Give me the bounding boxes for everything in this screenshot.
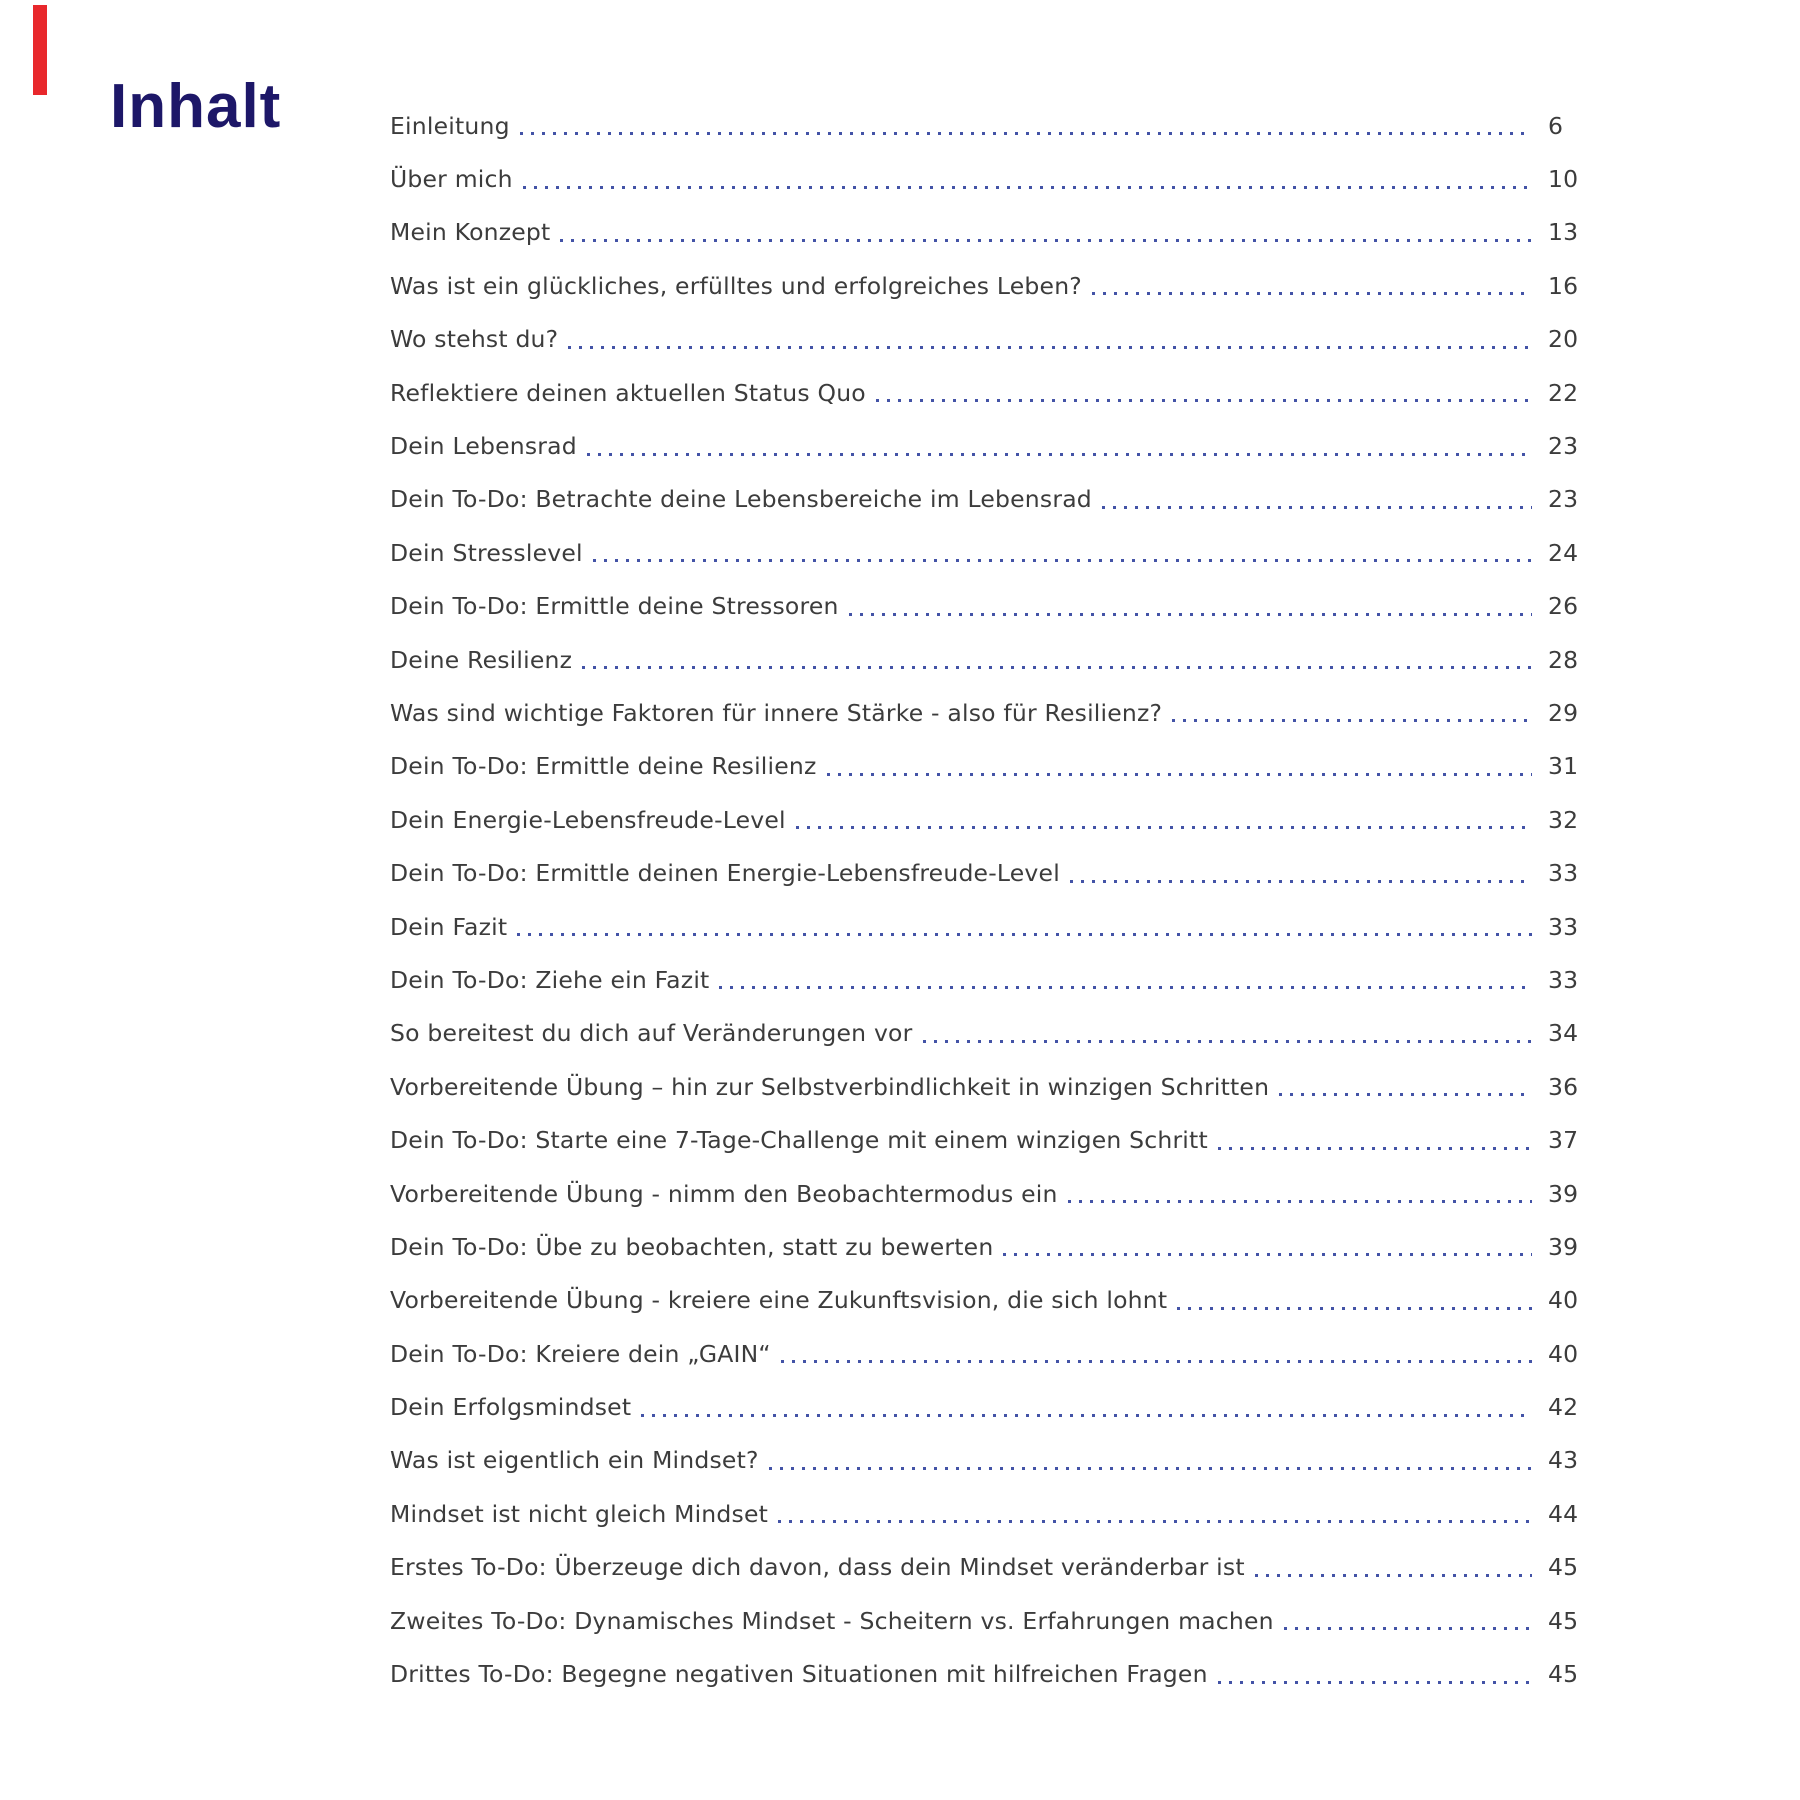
dotted-leader	[923, 1040, 1533, 1043]
toc-entry[interactable]	[390, 1380, 1612, 1433]
toc-entry-label[interactable]: Vorbereitende Übung - kreiere eine Zukunftsvision, die sich lohnt	[390, 1286, 1168, 1315]
toc-entry[interactable]	[390, 633, 1612, 686]
dotted-leader	[1255, 1574, 1532, 1577]
dotted-leader	[849, 613, 1532, 616]
toc-entry[interactable]	[390, 152, 1612, 205]
toc-entry-page: 32	[1548, 805, 1579, 834]
toc-entry-page: 31	[1548, 752, 1579, 781]
dotted-leader	[523, 186, 1532, 189]
toc-entry-page: 23	[1548, 485, 1579, 514]
toc-list	[390, 99, 1612, 1701]
toc-entry-label[interactable]: Was ist ein glückliches, erfülltes und erfolgreiches Leben?	[390, 271, 1082, 300]
toc-entry-label[interactable]: Dein To-Do: Ermittle deinen Energie-Lebensfreude-Level	[390, 859, 1060, 888]
dotted-leader	[1279, 1093, 1532, 1096]
dotted-leader	[1218, 1681, 1532, 1684]
toc-entry-page: 39	[1548, 1232, 1579, 1261]
toc-entry-label[interactable]: Vorbereitende Übung – hin zur Selbstverbindlichkeit in winzigen Schritten	[390, 1072, 1270, 1101]
toc-entry-label[interactable]: Mindset ist nicht gleich Mindset	[390, 1499, 769, 1528]
toc-entry[interactable]	[390, 1060, 1612, 1113]
toc-entry[interactable]	[390, 1167, 1612, 1220]
toc-entry-label[interactable]: Dein To-Do: Übe zu beobachten, statt zu bewerten	[390, 1232, 994, 1261]
toc-entry-label[interactable]: Erstes To-Do: Überzeuge dich davon, dass dein Mindset veränderbar ist	[390, 1553, 1245, 1582]
toc-entry[interactable]	[390, 1274, 1612, 1327]
toc-entry-page: 39	[1548, 1179, 1579, 1208]
toc-entry[interactable]	[390, 99, 1612, 152]
toc-entry-page: 13	[1548, 218, 1579, 247]
toc-entry-page: 34	[1548, 1019, 1579, 1048]
toc-entry-label[interactable]: Einleitung	[390, 111, 510, 140]
toc-entry-page: 43	[1548, 1446, 1579, 1475]
toc-entry-page: 10	[1548, 165, 1579, 194]
dotted-leader	[641, 1414, 1532, 1417]
dotted-leader	[1102, 506, 1532, 509]
toc-entry[interactable]	[390, 686, 1612, 739]
toc-entry[interactable]	[390, 1113, 1612, 1166]
toc-entry-label[interactable]: Dein Energie-Lebensfreude-Level	[390, 805, 786, 834]
toc-entry-label[interactable]: Dein To-Do: Ermittle deine Resilienz	[390, 752, 817, 781]
toc-entry-label[interactable]: Reflektiere deinen aktuellen Status Quo	[390, 378, 866, 407]
toc-entry-page: 26	[1548, 592, 1579, 621]
toc-entry[interactable]	[390, 846, 1612, 899]
toc-entry[interactable]	[390, 526, 1612, 579]
toc-entry[interactable]	[390, 1434, 1612, 1487]
toc-entry-page: 22	[1548, 378, 1579, 407]
toc-entry-page: 40	[1548, 1286, 1579, 1315]
dotted-leader	[1092, 292, 1532, 295]
toc-entry-page: 33	[1548, 965, 1579, 994]
toc-entry-page: 33	[1548, 912, 1579, 941]
toc-entry-page: 24	[1548, 538, 1579, 567]
dotted-leader	[1177, 1307, 1532, 1310]
toc-entry-label[interactable]: Dein To-Do: Ermittle deine Stressoren	[390, 592, 839, 621]
toc-entry[interactable]	[390, 206, 1612, 259]
dotted-leader	[1218, 1147, 1532, 1150]
toc-entry-page: 23	[1548, 432, 1579, 461]
toc-entry[interactable]	[390, 1594, 1612, 1647]
toc-entry-page: 28	[1548, 645, 1579, 674]
toc-entry-page: 33	[1548, 859, 1579, 888]
dotted-leader	[593, 559, 1532, 562]
toc-entry[interactable]	[390, 366, 1612, 419]
dotted-leader	[781, 1360, 1532, 1363]
toc-entry-page: 6	[1548, 111, 1564, 140]
dotted-leader	[827, 773, 1532, 776]
toc-entry-label[interactable]: Dein Stresslevel	[390, 538, 583, 567]
toc-entry-page: 16	[1548, 271, 1579, 300]
toc-entry-page: 40	[1548, 1339, 1579, 1368]
dotted-leader	[796, 826, 1532, 829]
toc-entry[interactable]	[390, 793, 1612, 846]
toc-entry-page: 36	[1548, 1072, 1579, 1101]
toc-entry[interactable]	[390, 1647, 1612, 1700]
toc-entry[interactable]	[390, 580, 1612, 633]
dotted-leader	[1003, 1253, 1532, 1256]
toc-entry-label[interactable]: Was sind wichtige Faktoren für innere Stärke - also für Resilienz?	[390, 698, 1163, 727]
dotted-leader	[520, 132, 1532, 135]
dotted-leader	[876, 399, 1532, 402]
page-title: Inhalt	[110, 72, 282, 141]
toc-entry-label[interactable]: Dein Lebensrad	[390, 432, 577, 461]
toc-entry-label[interactable]: Dein To-Do: Betrachte deine Lebensbereiche im Lebensrad	[390, 485, 1092, 514]
dotted-leader	[1070, 880, 1532, 883]
toc-entry-page: 45	[1548, 1660, 1579, 1689]
toc-entry-label[interactable]: Deine Resilienz	[390, 645, 573, 674]
red-margin-marker	[33, 5, 47, 95]
toc-entry-label[interactable]: Dein To-Do: Kreiere dein „GAIN“	[390, 1339, 771, 1368]
toc-entry[interactable]	[390, 900, 1612, 953]
toc-entry[interactable]	[390, 1220, 1612, 1273]
toc-entry-label[interactable]: Was ist eigentlich ein Mindset?	[390, 1446, 759, 1475]
toc-entry-page: 37	[1548, 1126, 1579, 1155]
toc-entry[interactable]	[390, 473, 1612, 526]
toc-entry[interactable]	[390, 313, 1612, 366]
toc-entry[interactable]	[390, 1541, 1612, 1594]
dotted-leader	[582, 666, 1532, 669]
toc-entry-page: 29	[1548, 698, 1579, 727]
toc-entry-page: 45	[1548, 1553, 1579, 1582]
toc-entry-label[interactable]: Über mich	[390, 165, 513, 194]
toc-entry-label[interactable]: Vorbereitende Übung - nimm den Beobachtermodus ein	[390, 1179, 1058, 1208]
toc-entry-label[interactable]: Zweites To-Do: Dynamisches Mindset - Scheitern vs. Erfahrungen machen	[390, 1606, 1274, 1635]
toc-entry[interactable]	[390, 1487, 1612, 1540]
dotted-leader	[1068, 1200, 1532, 1203]
toc-entry-label[interactable]: Mein Konzept	[390, 218, 551, 247]
dotted-leader	[517, 933, 1532, 936]
toc-entry[interactable]	[390, 1327, 1612, 1380]
toc-entry-label[interactable]: Drittes To-Do: Begegne negativen Situationen mit hilfreichen Fragen	[390, 1660, 1208, 1689]
toc-entry-page: 20	[1548, 325, 1579, 354]
dotted-leader	[568, 346, 1532, 349]
toc-entry-label[interactable]: Dein To-Do: Starte eine 7-Tage-Challenge mit einem winzigen Schritt	[390, 1126, 1208, 1155]
toc-entry-page: 44	[1548, 1499, 1579, 1528]
toc-entry-page: 45	[1548, 1606, 1579, 1635]
toc-entry[interactable]	[390, 259, 1612, 312]
toc-entry-label[interactable]: So bereitest du dich auf Veränderungen vor	[390, 1019, 913, 1048]
toc-entry[interactable]	[390, 1007, 1612, 1060]
toc-entry-label[interactable]: Dein Erfolgsmindset	[390, 1393, 632, 1422]
dotted-leader	[560, 239, 1532, 242]
dotted-leader	[778, 1520, 1532, 1523]
toc-entry-label[interactable]: Dein To-Do: Ziehe ein Fazit	[390, 965, 710, 994]
toc-entry[interactable]	[390, 953, 1612, 1006]
dotted-leader	[1284, 1627, 1532, 1630]
dotted-leader	[1172, 719, 1532, 722]
dotted-leader	[769, 1467, 1532, 1470]
toc-entry-label[interactable]: Wo stehst du?	[390, 325, 559, 354]
toc-entry[interactable]	[390, 419, 1612, 472]
toc-entry-page: 42	[1548, 1393, 1579, 1422]
dotted-leader	[719, 986, 1532, 989]
toc-entry-label[interactable]: Dein Fazit	[390, 912, 508, 941]
toc-entry[interactable]	[390, 740, 1612, 793]
dotted-leader	[587, 453, 1532, 456]
